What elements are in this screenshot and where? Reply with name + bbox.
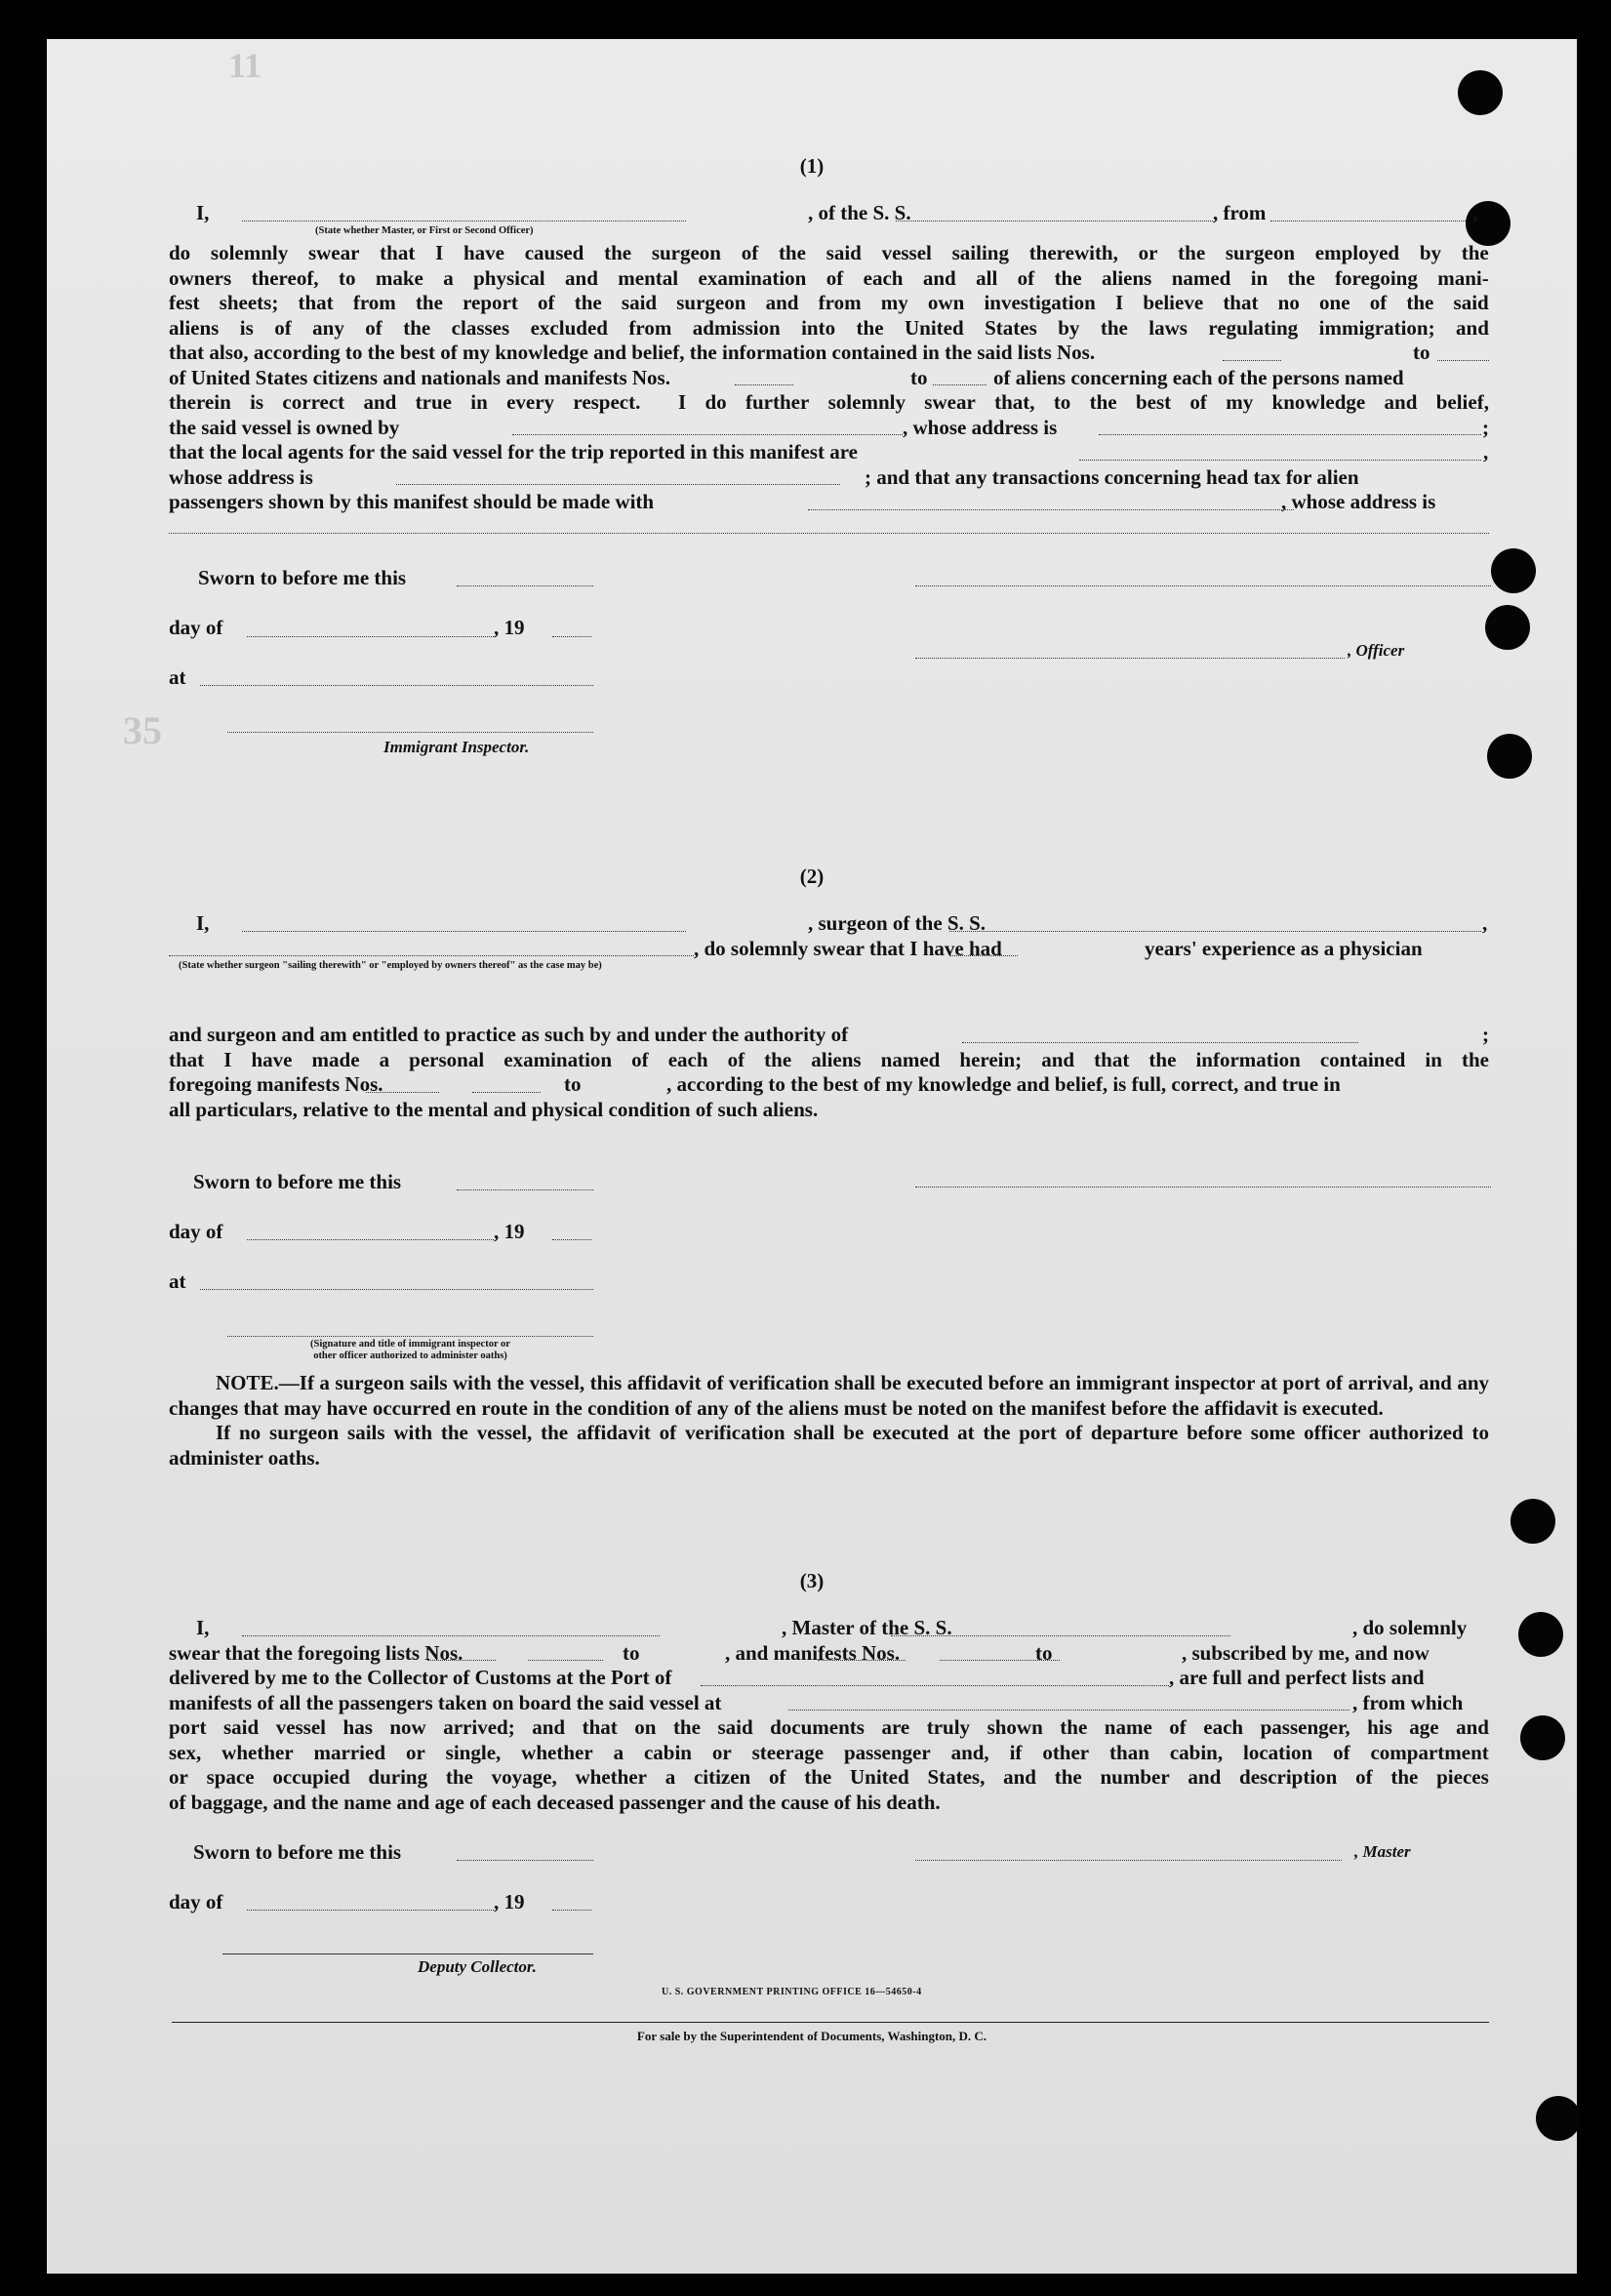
blank-master-signature[interactable] bbox=[915, 1860, 1342, 1861]
gpo-imprint: U. S. GOVERNMENT PRINTING OFFICE 16—54650-4 bbox=[662, 1987, 922, 1997]
note-label: NOTE. bbox=[216, 1371, 279, 1394]
blank-lists-to[interactable] bbox=[1437, 360, 1489, 361]
sec3-day-of-label: day of bbox=[169, 1890, 223, 1913]
section-1-number: (1) bbox=[799, 154, 825, 178]
blank-agents-address[interactable] bbox=[396, 484, 840, 485]
blank-officer-title[interactable] bbox=[915, 658, 1345, 659]
caption-signature-title: (Signature and title of immigrant inspector or other officer authorized to administer oaths) bbox=[310, 1339, 510, 1361]
sec2-line-2: , do solemnly swear that I have had years' experience as a physician bbox=[694, 936, 1423, 960]
blank-master-vessel[interactable] bbox=[891, 1635, 1230, 1636]
blank-sec2-day-month[interactable] bbox=[247, 1239, 494, 1240]
sec1-line-3: owners thereof, to make a physical and mental examination of each and all of the aliens named in the foregoing mani- bbox=[169, 265, 1489, 290]
sec3-year-label: , 19 bbox=[494, 1890, 525, 1913]
blank-surgeon-signature[interactable] bbox=[915, 1187, 1491, 1188]
blank-vessel-name[interactable] bbox=[896, 221, 1213, 222]
blank-year[interactable] bbox=[552, 636, 591, 637]
sec3-line-4: manifests of all the passengers taken on board the said vessel at , from which bbox=[169, 1690, 1464, 1714]
blank-port-of-boarding[interactable] bbox=[788, 1710, 1349, 1711]
blank-surgeon-status[interactable] bbox=[169, 955, 694, 956]
form-page bbox=[47, 39, 1577, 2274]
blank-authorized-officer-signature[interactable] bbox=[227, 1336, 593, 1337]
sec3-line-2: swear that the foregoing lists Nos. to , and manifests Nos. to , subscribed by me, and now bbox=[169, 1640, 1430, 1665]
blank-sworn-date[interactable] bbox=[457, 585, 593, 586]
blank-from-port[interactable] bbox=[1270, 221, 1466, 222]
blank-lists-from[interactable] bbox=[1223, 360, 1281, 361]
punch-hole bbox=[1491, 548, 1536, 593]
section-3-number: (3) bbox=[799, 1569, 825, 1592]
sec3-line-7: or space occupied during the voyage, whether a citizen of the United States, and the number and description of the pieces bbox=[169, 1765, 1489, 1789]
blank-manifests-to[interactable] bbox=[933, 384, 987, 385]
blank-sec2-sworn-date[interactable] bbox=[457, 1189, 593, 1190]
sec1-day-of-label: day of bbox=[169, 616, 223, 639]
sec1-sworn-label: Sworn to before me this bbox=[198, 566, 407, 589]
sec1-line-9: the said vessel is owned by , whose address is ; bbox=[169, 415, 1489, 439]
sec2-sworn-label: Sworn to before me this bbox=[193, 1170, 402, 1193]
caption-officer: (State whether Master, or First or Second Officer) bbox=[315, 225, 534, 236]
sec1-line-12: passengers shown by this manifest should be made with , whose address is bbox=[169, 490, 1436, 513]
blank-sec3-lists-from[interactable] bbox=[427, 1660, 496, 1661]
blank-sec3-manifests-to[interactable] bbox=[940, 1660, 1060, 1661]
blank-sec3-manifests-from[interactable] bbox=[818, 1660, 906, 1661]
blank-surgeon-vessel[interactable] bbox=[949, 931, 1481, 932]
blank-years-experience[interactable] bbox=[949, 955, 1018, 956]
sec1-year-label: , 19 bbox=[494, 616, 525, 639]
blank-owner[interactable] bbox=[512, 434, 903, 435]
sec3-line-8: of baggage, and the name and age of each deceased passenger and the cause of his death. bbox=[169, 1790, 941, 1814]
sec1-line-2: do solemnly swear that I have caused the surgeon of the said vessel sailing therewith, or the surgeon employed by the bbox=[169, 241, 1489, 264]
punch-hole bbox=[1485, 605, 1530, 650]
blank-master-name[interactable] bbox=[242, 1635, 660, 1636]
blank-officer[interactable] bbox=[242, 221, 686, 222]
margin-number: 35 bbox=[123, 708, 162, 752]
blank-port-of-customs[interactable] bbox=[701, 1685, 1169, 1686]
blank-surgeon-name[interactable] bbox=[242, 931, 686, 932]
sec2-line-3: and surgeon and am entitled to practice as such by and under the authority of ; bbox=[169, 1023, 1489, 1046]
blank-sec2-at-place[interactable] bbox=[200, 1289, 593, 1290]
sec3-line-6: sex, whether married or single, whether a cabin or steerage passenger and, if other than cabin, location of compartment bbox=[169, 1740, 1489, 1764]
blank-sec3-year[interactable] bbox=[552, 1910, 591, 1911]
sec2-line-5: foregoing manifests Nos. to , according to the best of my knowledge and belief, is full, correct, and true in bbox=[169, 1072, 1341, 1096]
sec2-day-of-label: day of bbox=[169, 1220, 223, 1243]
sec1-line-8: therein is correct and true in every respect. I do further solemnly swear that, to the best of my knowledge and belief, bbox=[169, 390, 1489, 414]
footer-rule bbox=[172, 2022, 1489, 2023]
blank-manifests-from[interactable] bbox=[735, 384, 793, 385]
officer-label: , Officer bbox=[1348, 641, 1405, 660]
punch-hole bbox=[1518, 1612, 1563, 1657]
sec2-at-label: at bbox=[169, 1269, 186, 1293]
section-2-number: (2) bbox=[799, 865, 825, 888]
sale-notice: For sale by the Superintendent of Documents, Washington, D. C. bbox=[636, 2029, 987, 2043]
blank-head-tax-contact[interactable] bbox=[808, 509, 1294, 510]
blank-authority[interactable] bbox=[962, 1042, 1358, 1043]
sec3-line-1: I, , Master of the S. S. , do solemnly bbox=[196, 1616, 1468, 1639]
blank-owner-address[interactable] bbox=[1099, 434, 1481, 435]
sec1-line-6: that also, according to the best of my knowledge and belief, the information contained in the said lists Nos. to bbox=[169, 341, 1430, 364]
punch-hole bbox=[1536, 2096, 1581, 2141]
blank-day-month[interactable] bbox=[247, 636, 494, 637]
punch-hole bbox=[1510, 1499, 1555, 1544]
immigrant-inspector-label: Immigrant Inspector. bbox=[383, 738, 530, 756]
caption-surgeon: (State whether surgeon "sailing therewith" or "employed by owners thereof" as the case may be) bbox=[179, 960, 602, 971]
blank-head-tax-address[interactable] bbox=[169, 533, 1489, 534]
blank-surgeon-manifests-to[interactable] bbox=[472, 1092, 541, 1093]
sec3-line-3: delivered by me to the Collector of Customs at the Port of , are full and perfect lists and bbox=[169, 1666, 1425, 1689]
blank-sec3-lists-to[interactable] bbox=[528, 1660, 603, 1661]
blank-local-agents[interactable] bbox=[1079, 460, 1481, 461]
punch-hole bbox=[1458, 70, 1503, 115]
punch-hole bbox=[1520, 1715, 1565, 1760]
blank-surgeon-manifests-from[interactable] bbox=[366, 1092, 439, 1093]
sec3-sworn-label: Sworn to before me this bbox=[193, 1840, 402, 1864]
sec1-line-5: aliens is of any of the classes excluded from admission into the United States by the laws regulating immigration; and bbox=[169, 315, 1489, 340]
blank-at-place[interactable] bbox=[200, 685, 593, 686]
sec1-at-label: at bbox=[169, 665, 186, 689]
sec3-line-5: port said vessel has now arrived; and that on the said documents are truly shown the name of each passenger, his age and bbox=[169, 1715, 1489, 1739]
sec1-line-1: I, , of the S. S. , from , bbox=[196, 201, 1478, 224]
sec2-year-label: , 19 bbox=[494, 1220, 525, 1243]
sec1-line-4: fest sheets; that from the report of the said surgeon and from my own investigation I believe that no one of the said bbox=[169, 291, 1489, 314]
blank-officer-signature[interactable] bbox=[915, 585, 1491, 586]
sec2-line-4: that I have made a personal examination of each of the aliens named herein; and that the information contained in the bbox=[169, 1047, 1489, 1071]
sec2-line-6: all particulars, relative to the mental and physical condition of such aliens. bbox=[169, 1097, 819, 1121]
sec1-line-11: whose address is ; and that any transactions concerning head tax for alien bbox=[169, 464, 1359, 489]
sec1-line-10: that the local agents for the said vessel for the trip reported in this manifest are , bbox=[169, 440, 1489, 463]
blank-sec2-year[interactable] bbox=[552, 1239, 591, 1240]
sec2-line-1: I, , surgeon of the S. S. , bbox=[196, 911, 1488, 935]
blank-sec3-sworn-date[interactable] bbox=[457, 1860, 593, 1861]
corner-number: 11 bbox=[228, 46, 262, 85]
master-label: , Master bbox=[1354, 1842, 1411, 1861]
punch-hole bbox=[1487, 734, 1532, 779]
blank-inspector-signature[interactable] bbox=[227, 732, 593, 733]
surgeon-note: NOTE.—If a surgeon sails with the vessel, this affidavit of verification shall be executed before an immigrant inspector at port of arrival, and any changes that may have occurred en route in the condition of any of the aliens must be noted on the manifest before the affidavit is executed. If no surgeon sails with the vessel, the affidavit of verification shall be executed at the port of departure before some officer authorized to administer oaths. bbox=[169, 1371, 1489, 1470]
blank-sec3-day-month[interactable] bbox=[247, 1910, 494, 1911]
sec1-line-7: of United States citizens and nationals and manifests Nos. to of aliens concerning each of the persons named bbox=[169, 365, 1404, 389]
deputy-collector-label: Deputy Collector. bbox=[418, 1957, 537, 1976]
